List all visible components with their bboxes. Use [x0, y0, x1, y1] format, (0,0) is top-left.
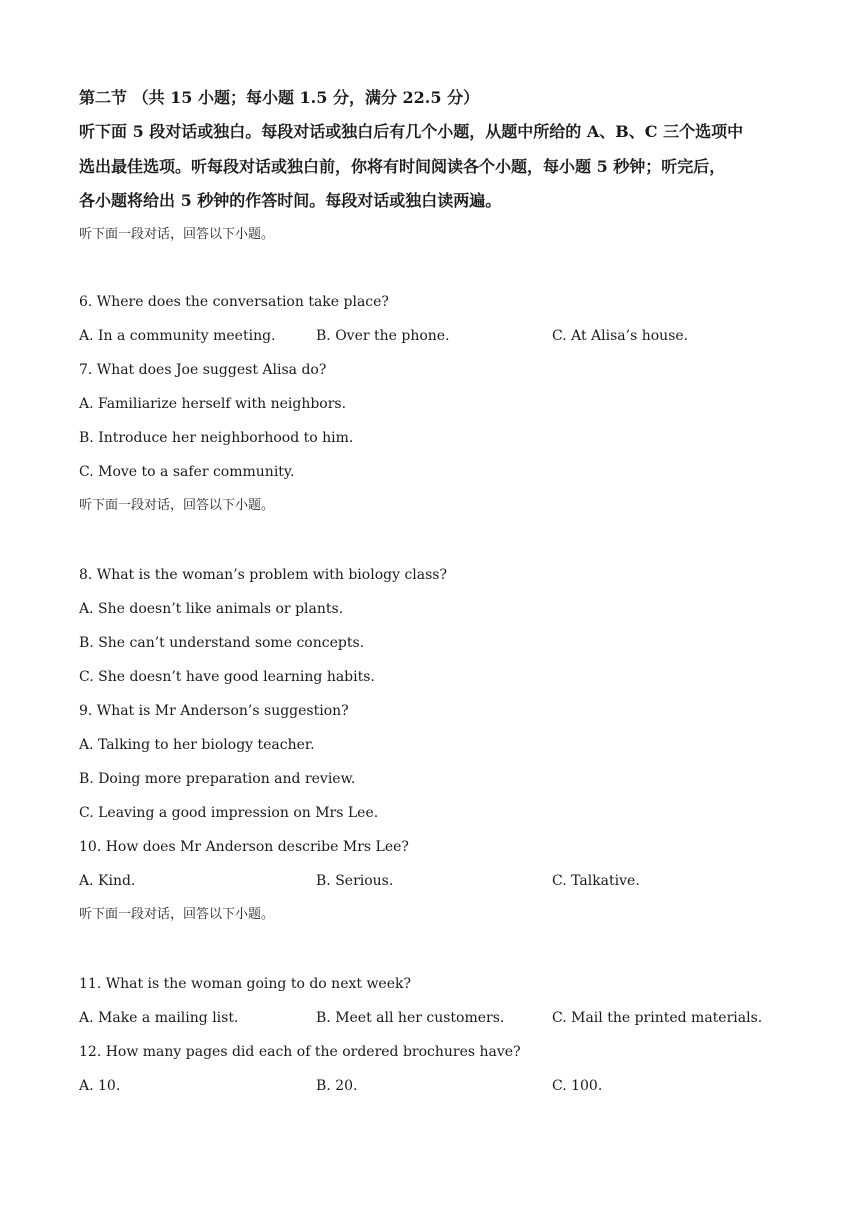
options-row [79, 1077, 779, 1095]
option-b: B. Meet all her customers. [316, 1010, 505, 1026]
instructions-line-3: 各小题将给出 5 秒钟的作答时间。每段对话或独白读两遍。 [79, 191, 502, 210]
option-c: C. Mail the printed materials. [552, 1010, 763, 1026]
option-a: A. Make a mailing list. [79, 1010, 239, 1026]
section-title: 第二节 （共 15 小题；每小题 1.5 分，满分 22.5 分） [79, 88, 480, 107]
option-b: B. Introduce her neighborhood to him. [79, 430, 354, 446]
option-b: B. She can’t understand some concepts. [79, 635, 365, 651]
question-stem: 12. How many pages did each of the ordered brochures have? [79, 1044, 521, 1060]
dialogue-intro: 听下面一段对话，回答以下小题。 [79, 227, 275, 242]
option-a: A. Talking to her biology teacher. [79, 737, 315, 753]
option-a: A. 10. [79, 1078, 121, 1094]
instructions-line-1: 听下面 5 段对话或独白。每段对话或独白后有几个小题，从题中所给的 A、B、C 三个选项中 [79, 122, 744, 141]
options-row [79, 872, 779, 890]
dialogue-intro: 听下面一段对话，回答以下小题。 [79, 498, 275, 513]
option-a: A. Familiarize herself with neighbors. [79, 396, 347, 412]
option-b: B. 20. [316, 1078, 358, 1094]
question-stem: 7. What does Joe suggest Alisa do? [79, 362, 327, 378]
question-stem: 11. What is the woman going to do next week? [79, 976, 411, 992]
option-a: A. Kind. [79, 873, 136, 889]
option-c: C. She doesn’t have good learning habits. [79, 669, 375, 685]
option-a: A. She doesn’t like animals or plants. [79, 601, 344, 617]
option-c: C. Move to a safer community. [79, 464, 295, 480]
options-row [79, 1009, 779, 1027]
option-b: B. Doing more preparation and review. [79, 771, 356, 787]
question-stem: 9. What is Mr Anderson’s suggestion? [79, 703, 349, 719]
dialogue-intro: 听下面一段对话，回答以下小题。 [79, 907, 275, 922]
option-c: C. 100. [552, 1078, 603, 1094]
option-a: A. In a community meeting. [79, 328, 276, 344]
question-stem: 8. What is the woman’s problem with biology class? [79, 567, 447, 583]
option-c: C. Leaving a good impression on Mrs Lee. [79, 805, 379, 821]
option-c: C. At Alisa’s house. [552, 328, 689, 344]
question-stem: 10. How does Mr Anderson describe Mrs Lee? [79, 839, 409, 855]
options-row [79, 327, 779, 345]
option-b: B. Over the phone. [316, 328, 450, 344]
option-b: B. Serious. [316, 873, 394, 889]
question-stem: 6. Where does the conversation take place? [79, 294, 389, 310]
instructions-line-2: 选出最佳选项。听每段对话或独白前，你将有时间阅读各个小题，每小题 5 秒钟；听完后， [79, 157, 726, 176]
option-c: C. Talkative. [552, 873, 640, 889]
